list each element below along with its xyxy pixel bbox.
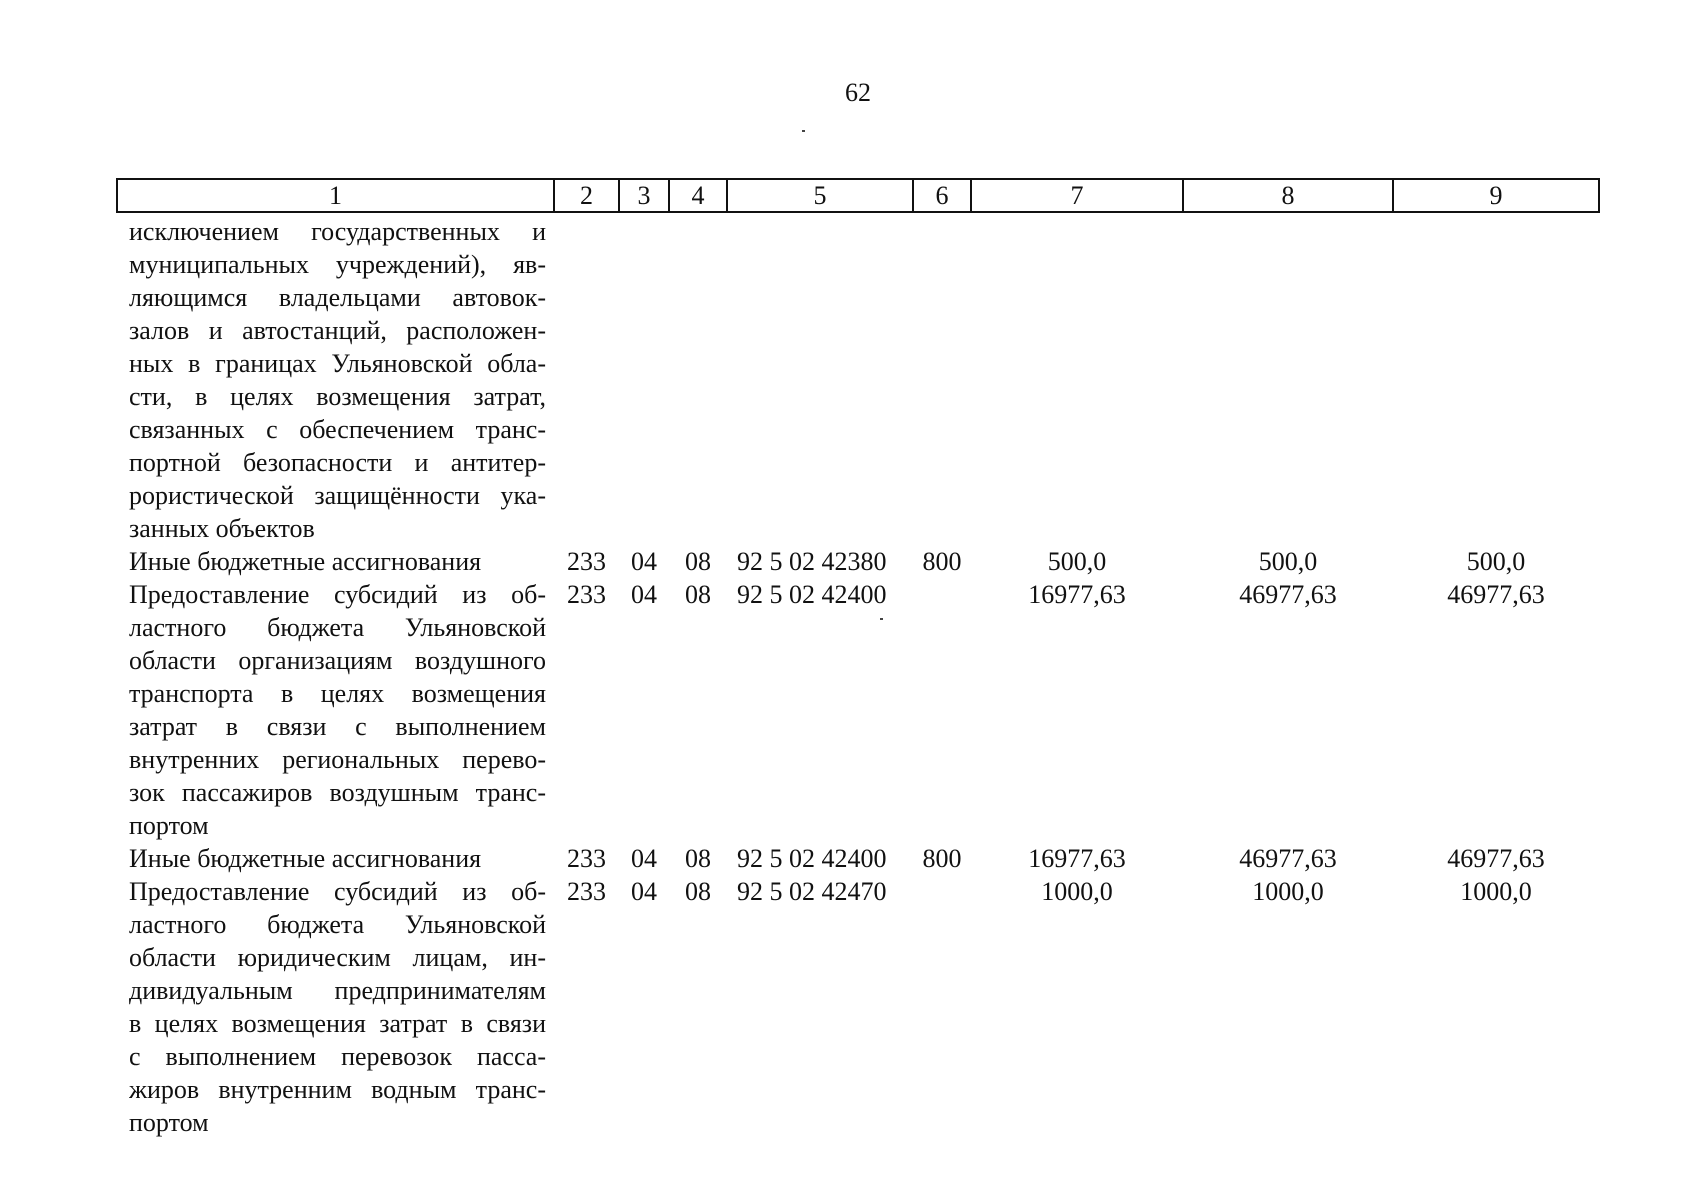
name-line: муниципальных учреждений), яв- <box>129 250 546 279</box>
cell-expense-type: 800 <box>922 547 962 576</box>
cell-target-article: 92 5 02 42400 <box>737 844 887 873</box>
column-header-3: 3 <box>619 179 669 212</box>
cell-ministry: 233 <box>567 877 606 906</box>
name-line: Предоставление субсидий из об- <box>129 580 546 609</box>
table-row <box>117 842 1599 875</box>
cell-subsection: 08 <box>685 844 711 873</box>
name-line: в целях возмещения затрат в связи <box>129 1009 546 1038</box>
row-name <box>117 842 554 875</box>
cell-ministry <box>554 212 619 545</box>
cell-subsection <box>669 212 727 545</box>
name-line: рористической защищённости ука- <box>129 481 546 510</box>
column-header-6: 6 <box>913 179 971 212</box>
table-row <box>117 212 1599 545</box>
name-line: затрат в связи с выполнением <box>129 712 546 741</box>
cell-amount-7: 1000,0 <box>1041 877 1113 906</box>
cell-subsection: 08 <box>685 547 711 576</box>
cell-amount-8: 1000,0 <box>1252 877 1324 906</box>
cell-amount-8: 46977,63 <box>1239 844 1337 873</box>
name-line: ластного бюджета Ульяновской <box>129 613 546 642</box>
cell-expense-type <box>913 212 971 545</box>
name-line: с выполнением перевозок пасса- <box>129 1042 546 1071</box>
cell-target-article: 92 5 02 42380 <box>737 547 887 576</box>
name-line: зок пассажиров воздушным транс- <box>129 778 546 807</box>
row-name <box>117 875 554 1139</box>
cell-expense-type <box>913 875 971 1139</box>
scan-speck <box>802 130 805 132</box>
cell-target-article: 92 5 02 42400 <box>737 580 887 609</box>
page-number: 62 <box>845 78 871 107</box>
name-line: портом <box>129 811 209 840</box>
cell-section: 04 <box>631 580 657 609</box>
name-line: внутренних региональных перево- <box>129 745 546 774</box>
cell-amount-8: 46977,63 <box>1239 580 1337 609</box>
cell-amount-8: 500,0 <box>1258 547 1318 576</box>
cell-amount-9: 46977,63 <box>1447 580 1545 609</box>
row-name <box>117 212 554 545</box>
name-line: области юридическим лицам, ин- <box>129 943 546 972</box>
column-header-7: 7 <box>971 179 1183 212</box>
name-line: Иные бюджетные ассигнования <box>129 844 482 873</box>
cell-subsection: 08 <box>685 877 711 906</box>
cell-target-article <box>727 212 913 545</box>
name-line: дивидуальным предпринимателям <box>129 976 546 1005</box>
table-row <box>117 545 1599 578</box>
name-line: транспорта в целях возмещения <box>129 679 546 708</box>
table-header <box>117 179 1599 212</box>
row-name <box>117 545 554 578</box>
table-row <box>117 578 1599 842</box>
cell-expense-type: 800 <box>922 844 962 873</box>
cell-amount-9: 500,0 <box>1466 547 1526 576</box>
row-name <box>117 578 554 842</box>
column-header-8: 8 <box>1183 179 1393 212</box>
name-line: ляющимся владельцами автовок- <box>129 283 546 312</box>
name-line: Предоставление субсидий из об- <box>129 877 546 906</box>
table-row <box>117 875 1599 1139</box>
name-line: портом <box>129 1108 209 1137</box>
cell-section: 04 <box>631 547 657 576</box>
name-line: сти, в целях возмещения затрат, <box>129 382 546 411</box>
cell-section: 04 <box>631 844 657 873</box>
cell-ministry: 233 <box>567 547 606 576</box>
cell-amount-9 <box>1393 212 1599 545</box>
cell-expense-type <box>913 578 971 842</box>
name-line: исключением государственных и <box>129 217 546 246</box>
name-line: области организациям воздушного <box>129 646 546 675</box>
cell-section <box>619 212 669 545</box>
table-body <box>117 212 1599 1139</box>
column-header-4: 4 <box>669 179 727 212</box>
column-header-2: 2 <box>554 179 619 212</box>
name-line: ластного бюджета Ульяновской <box>129 910 546 939</box>
cell-amount-7 <box>971 212 1183 545</box>
name-line: занных объектов <box>129 514 315 543</box>
name-line: жиров внутренним водным транс- <box>129 1075 546 1104</box>
budget-table <box>116 178 1600 1139</box>
cell-amount-8 <box>1183 212 1393 545</box>
cell-amount-7: 16977,63 <box>1028 580 1126 609</box>
name-line: связанных с обеспечением транс- <box>129 415 546 444</box>
cell-amount-9: 46977,63 <box>1447 844 1545 873</box>
cell-section: 04 <box>631 877 657 906</box>
cell-amount-7: 500,0 <box>1047 547 1107 576</box>
cell-subsection: 08 <box>685 580 711 609</box>
cell-amount-9: 1000,0 <box>1460 877 1532 906</box>
column-header-5: 5 <box>727 179 913 212</box>
name-line: Иные бюджетные ассигнования <box>129 547 482 576</box>
name-line: портной безопасности и антитер- <box>129 448 546 477</box>
cell-amount-7: 16977,63 <box>1028 844 1126 873</box>
name-line: ных в границах Ульяновской обла- <box>129 349 546 378</box>
cell-target-article: 92 5 02 42470 <box>737 877 887 906</box>
cell-ministry: 233 <box>567 580 606 609</box>
name-line: залов и автостанций, расположен- <box>129 316 546 345</box>
column-header-9: 9 <box>1393 179 1599 212</box>
cell-ministry: 233 <box>567 844 606 873</box>
column-header-1: 1 <box>117 179 554 212</box>
